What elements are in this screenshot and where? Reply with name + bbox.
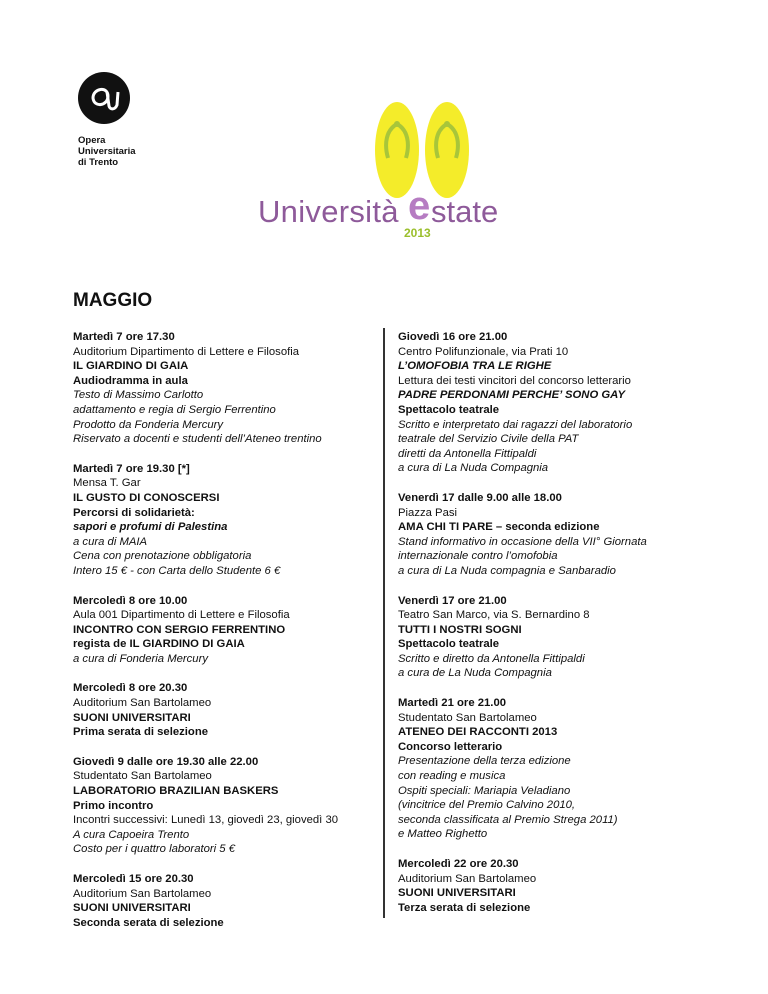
event-line: TUTTI I NOSTRI SOGNI: [398, 623, 522, 636]
event-line: INCONTRO CON SERGIO FERRENTINO: [73, 623, 286, 636]
event-line: Stand informativo in occasione della VII° Giornata: [398, 535, 647, 548]
column-divider: [383, 328, 385, 918]
event-line: Aula 001 Dipartimento di Lettere e Filosofia: [73, 609, 290, 622]
event-line: PADRE PERDONAMI PERCHE’ SONO GAY: [398, 389, 626, 402]
event-entry: [73, 681, 373, 739]
event-line: A cura Capoeira Trento: [73, 828, 190, 841]
event-line: Studentato San Bartolameo: [73, 770, 212, 783]
event-line: Terza serata di selezione: [398, 901, 531, 914]
brand-year: 2013: [404, 226, 431, 240]
event-line: Concorso letterario: [398, 740, 503, 753]
event-line: Intero 15 € - con Carta dello Studente 6 €: [73, 564, 281, 577]
event-entry: [73, 330, 373, 447]
event-line: Scritto e diretto da Antonella Fittipaldi: [398, 652, 585, 665]
event-line: Auditorium San Bartolameo: [73, 887, 212, 900]
event-line: a cura de La Nuda Compagnia: [398, 667, 552, 680]
event-date: Giovedì 9 dalle ore 19.30 alle 22.00: [73, 755, 259, 768]
event-line: Prima serata di selezione: [73, 726, 209, 739]
event-line: Testo di Massimo Carlotto: [73, 389, 204, 402]
event-line: Primo incontro: [73, 799, 154, 812]
brand-estate: state: [431, 194, 499, 229]
event-line: (vincitrice del Premio Calvino 2010,: [398, 799, 576, 812]
event-line: Costo per i quattro laboratori 5 €: [73, 843, 236, 856]
event-line: Presentazione della terza edizione: [398, 755, 571, 768]
event-line: Mensa T. Gar: [73, 477, 141, 490]
event-entry: [398, 330, 698, 476]
event-entry: [73, 755, 373, 857]
event-line: Seconda serata di selezione: [73, 916, 224, 929]
event-line: L’OMOFOBIA TRA LE RIGHE: [398, 360, 552, 373]
event-line: SUONI UNIVERSITARI: [398, 887, 516, 900]
event-line: a cura di Fonderia Mercury: [73, 652, 208, 665]
month-heading: MAGGIO: [73, 290, 153, 311]
event-line: Incontri successivi: Lunedì 13, giovedì 23, giovedì 30: [73, 814, 339, 827]
event-date: Venerdì 17 ore 21.00: [398, 594, 507, 607]
event-line: con reading e musica: [398, 770, 506, 783]
event-line: Cena con prenotazione obbligatoria: [73, 550, 252, 563]
event-line: ATENEO DEI RACCONTI 2013: [398, 726, 558, 739]
event-line: Ospiti speciali: Mariapia Veladiano: [398, 784, 571, 797]
event-line: SUONI UNIVERSITARI: [73, 902, 191, 915]
event-line: Teatro San Marco, via S. Bernardino 8: [398, 609, 590, 622]
event-date: Giovedì 16 ore 21.00: [398, 331, 508, 343]
event-entry: [73, 872, 373, 930]
event-line: SUONI UNIVERSITARI: [73, 711, 191, 724]
org-line: Universitaria: [78, 146, 136, 157]
event-line: a cura di MAIA: [73, 535, 148, 548]
event-line: a cura di La Nuda Compagnia: [398, 462, 549, 475]
event-line: Auditorium San Bartolameo: [73, 697, 212, 710]
event-date: Martedì 21 ore 21.00: [398, 697, 507, 710]
event-date: Martedì 7 ore 17.30: [73, 331, 175, 343]
event-line: internazionale contro l’omofobia: [398, 550, 558, 563]
event-line: Lettura dei testi vincitori del concorso letterario: [398, 374, 631, 387]
event-entry: [398, 857, 698, 915]
event-date: Venerdì 17 dalle 9.00 alle 18.00: [398, 491, 562, 504]
event-line: LABORATORIO BRAZILIAN BASKERS: [73, 785, 279, 798]
left-column: [73, 330, 373, 945]
event-entry: [398, 594, 698, 682]
org-name: [78, 135, 138, 168]
event-line: regista de IL GIARDINO DI GAIA: [73, 638, 245, 651]
event-line: Auditorium San Bartolameo: [398, 872, 537, 885]
event-line: diretti da Antonella Fittipaldi: [398, 447, 537, 460]
event-date: Mercoledì 8 ore 10.00: [73, 594, 188, 607]
event-line: Prodotto da Fonderia Mercury: [73, 418, 224, 431]
event-line: IL GIARDINO DI GAIA: [73, 360, 189, 373]
event-entry: [398, 491, 698, 579]
org-line: di Trento: [78, 157, 119, 168]
event-date: Mercoledì 22 ore 20.30: [398, 858, 519, 870]
event-line: Percorsi di solidarietà:: [73, 506, 195, 519]
event-line: Studentato San Bartolameo: [398, 711, 537, 724]
event-line: Piazza Pasi: [398, 506, 458, 519]
event-date: Martedì 7 ore 19.30 [*]: [73, 462, 190, 475]
universita-estate-wordmark: [258, 184, 528, 250]
event-entry: [398, 696, 698, 842]
event-line: AMA CHI TI PARE – seconda edizione: [398, 521, 600, 534]
event-line: Spettacolo teatrale: [398, 638, 500, 651]
ou-monogram-icon: [78, 72, 130, 124]
org-line: Opera: [78, 135, 106, 146]
event-line: e Matteo Righetto: [398, 828, 488, 841]
right-column: [398, 330, 698, 930]
event-entry: [73, 594, 373, 667]
event-line: teatrale del Servizio Civile della PAT: [398, 433, 579, 446]
event-line: Scritto e interpretato dai ragazzi del laboratorio: [398, 418, 633, 431]
event-date: Mercoledì 8 ore 20.30: [73, 682, 188, 695]
event-date: Mercoledì 15 ore 20.30: [73, 873, 194, 885]
opera-universitaria-logo: [78, 72, 138, 168]
brand-universita: Università: [258, 194, 399, 229]
event-line: Riservato a docenti e studenti dell’Ateneo trentino: [73, 433, 322, 446]
event-line: adattamento e regia di Sergio Ferrentino: [73, 403, 276, 416]
event-line: Spettacolo teatrale: [398, 403, 500, 416]
event-line: Audiodramma in aula: [73, 374, 188, 387]
brand-e: e: [408, 184, 431, 228]
event-line: IL GUSTO DI CONOSCERSI: [73, 491, 220, 504]
event-line: a cura di La Nuda compagnia e Sanbaradio: [398, 564, 616, 577]
event-line: Auditorium Dipartimento di Lettere e Filosofia: [73, 345, 300, 358]
event-line: Centro Polifunzionale, via Prati 10: [398, 345, 569, 358]
event-entry: [73, 462, 373, 579]
event-line: seconda classificata al Premio Strega 2011): [398, 813, 618, 826]
event-line: sapori e profumi di Palestina: [73, 521, 228, 534]
